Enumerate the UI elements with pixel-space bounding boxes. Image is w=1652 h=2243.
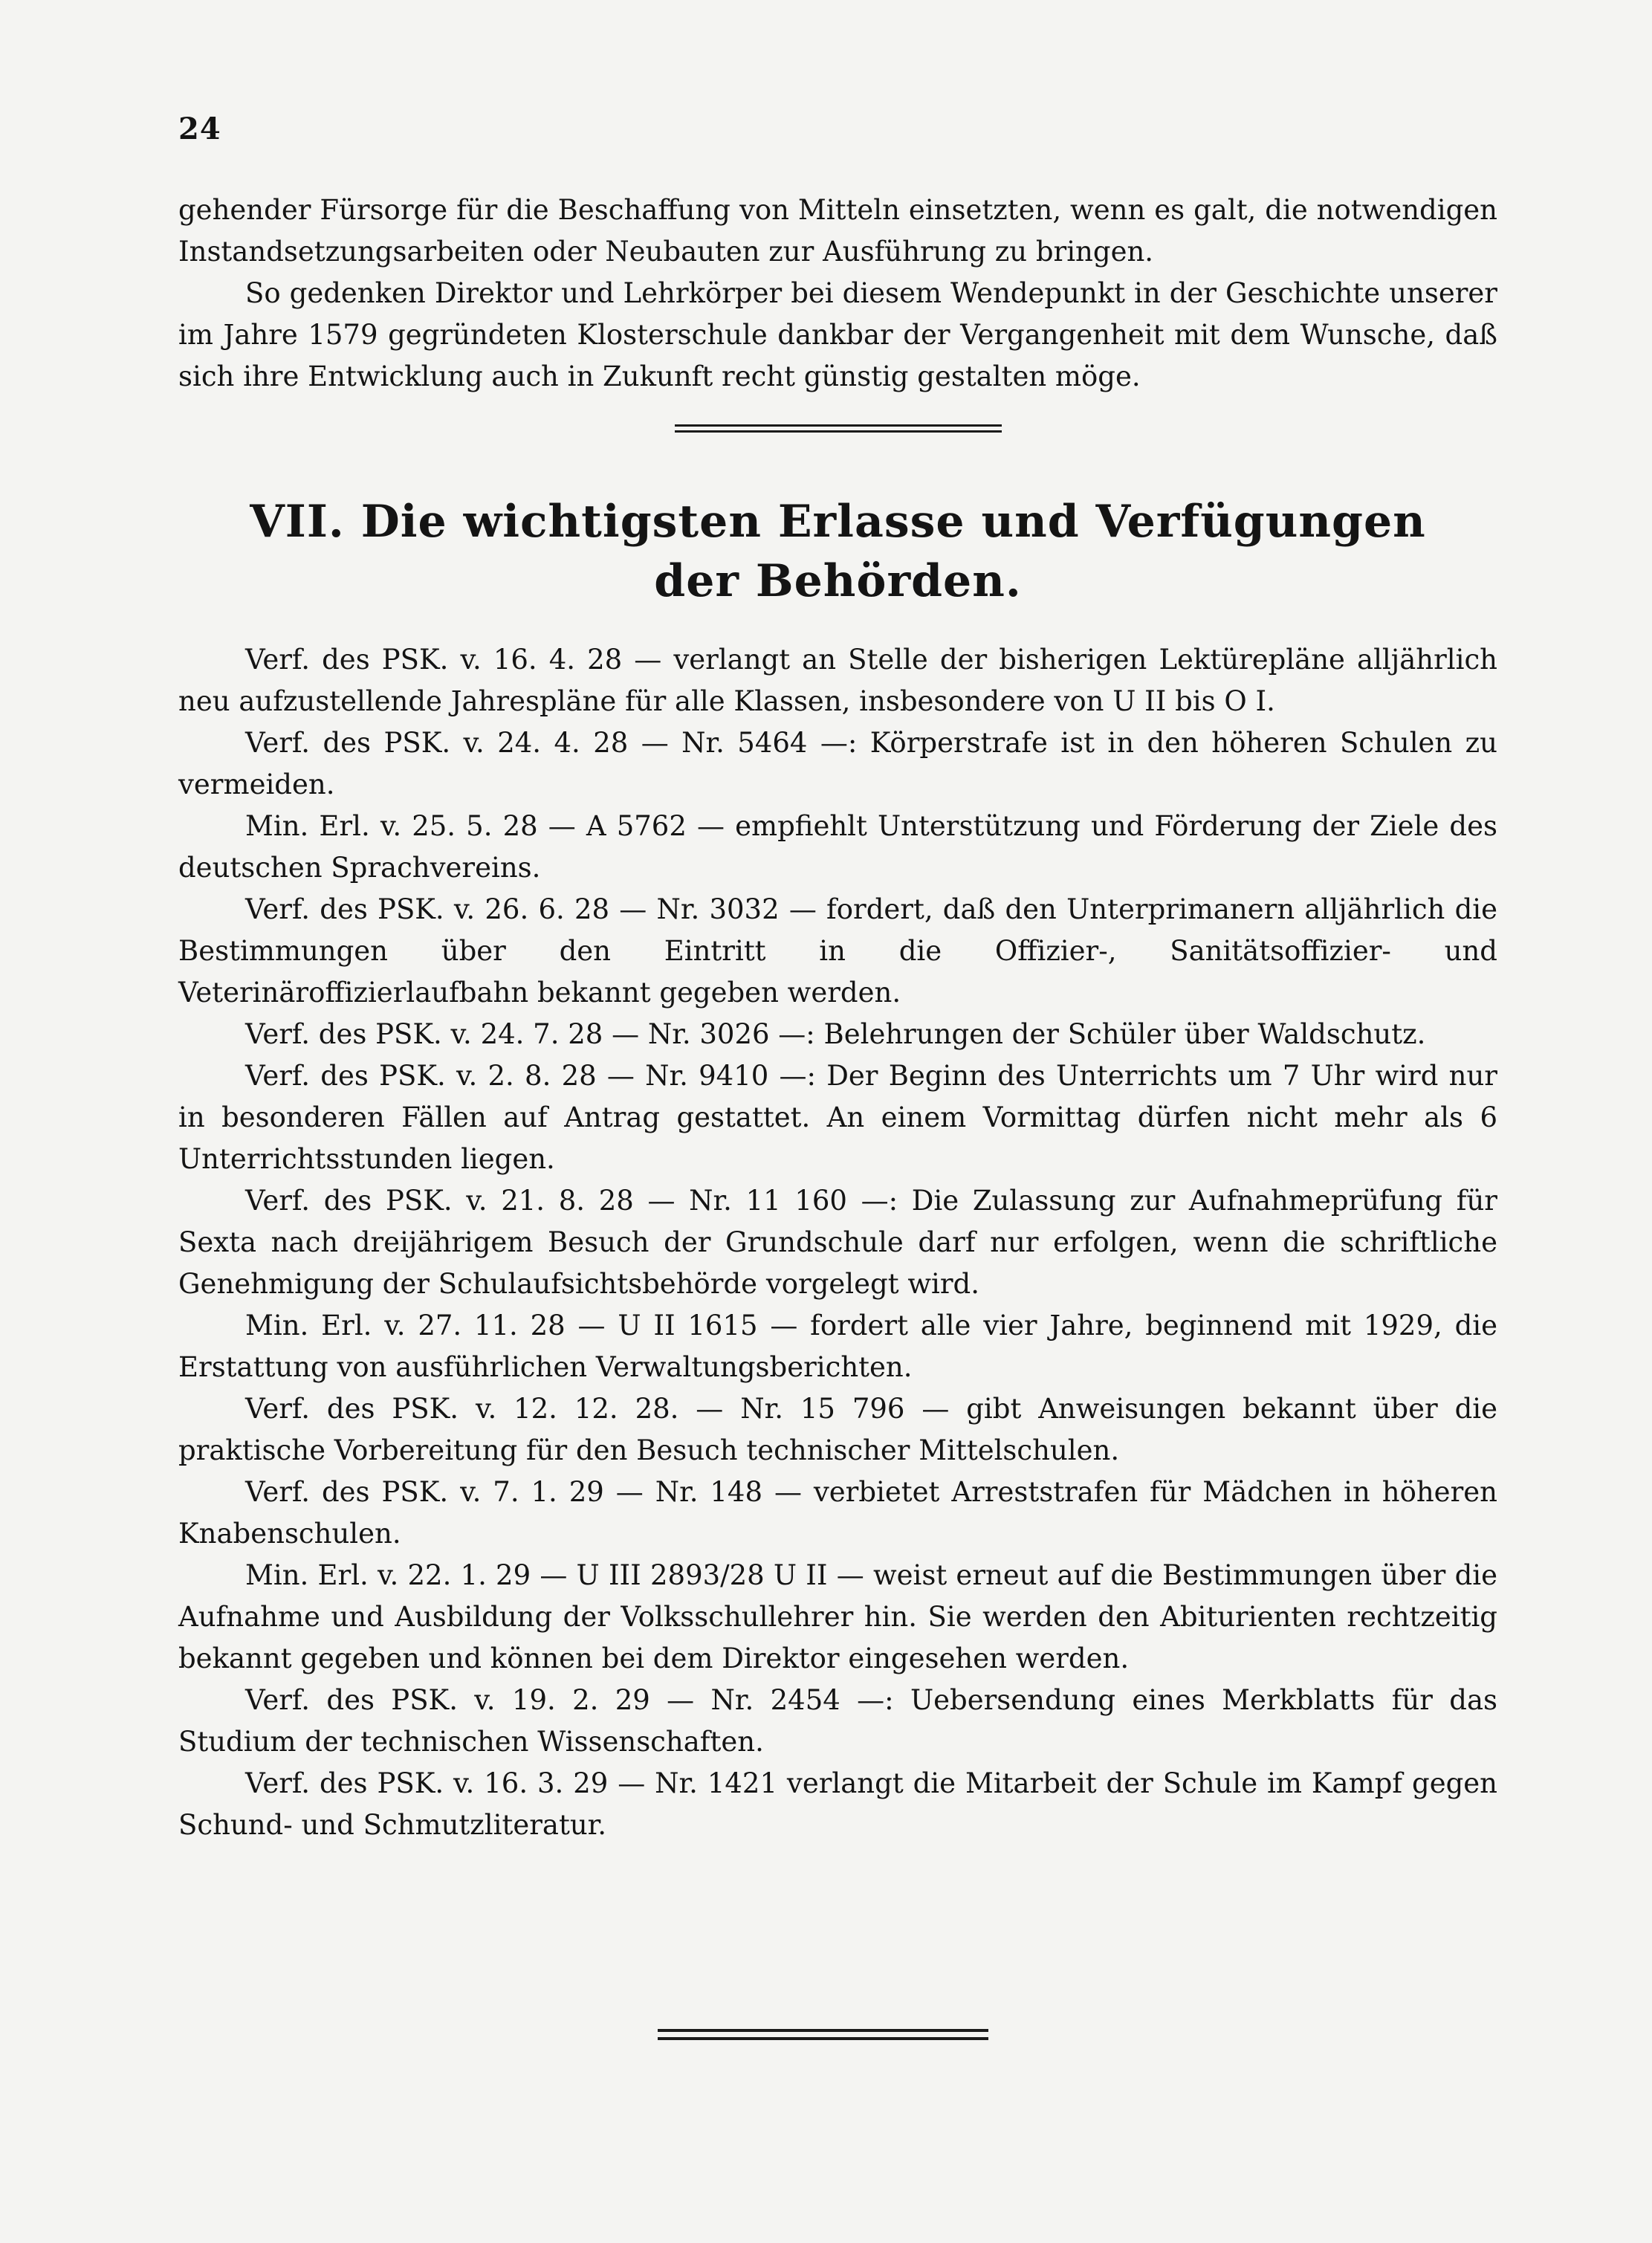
intro-paragraph: gehender Fürsorge für die Beschaffung von Mitteln einsetzten, wenn es galt, die notwendigen Instandsetzungsarbeiten oder Neubauten zur Ausführung zu bringen. [178,194,1497,268]
decree-entry: Verf. des PSK. v. 24. 4. 28 — Nr. 5464 —: Körperstrafe ist in den höheren Schulen zu vermeiden. [178,727,1497,800]
decree-entry: Verf. des PSK. v. 19. 2. 29 — Nr. 2454 —: Uebersendung eines Merkblatts für das Studium der technischen Wissenschaften. [178,1684,1497,1758]
section-heading-line: der Behörden. [654,555,1022,607]
decree-entry: Min. Erl. v. 22. 1. 29 — U III 2893/28 U II — weist erneut auf die Bestimmungen über die Aufnahme und Ausbildung der Volksschullehrer hin. Sie werden den Abiturienten rechtzeitig bekannt gegeben und können bei dem Direktor eingesehen werden. [178,1559,1497,1674]
decree-entry: Verf. des PSK. v. 21. 8. 28 — Nr. 11 160 —: Die Zulassung zur Aufnahmeprüfung für Sexta nach dreijährigem Besuch der Grundschule darf nur erfolgen, wenn die schriftliche Genehmigung der Schulaufsichtsbehörde vorgelegt wird. [178,1185,1497,1300]
section-heading [178,492,1497,611]
decree-entry: Verf. des PSK. v. 7. 1. 29 — Nr. 148 — verbietet Arreststrafen für Mädchen in höheren Knabenschulen. [178,1476,1497,1550]
section-heading-line: VII. Die wichtigsten Erlasse und Verfügungen [250,496,1426,548]
decree-entry: Min. Erl. v. 25. 5. 28 — A 5762 — empfiehlt Unterstützung und Förderung der Ziele des deutschen Sprachvereins. [178,810,1497,884]
end-divider [658,2029,988,2040]
decree-entry: Min. Erl. v. 27. 11. 28 — U II 1615 — fordert alle vier Jahre, beginnend mit 1929, die Erstattung von ausführlichen Verwaltungsberichten. [178,1310,1497,1383]
decree-entry: Verf. des PSK. v. 2. 8. 28 — Nr. 9410 —: Der Beginn des Unterrichts um 7 Uhr wird nur in besonderen Fällen auf Antrag gestattet. An einem Vormittag dürfen nicht mehr als 6 Unterrichtsstunden liegen. [178,1060,1497,1175]
page-number: 24 [178,111,221,146]
decree-entry: Verf. des PSK. v. 26. 6. 28 — Nr. 3032 — fordert, daß den Unterprimanern alljährlich die Bestimmungen über den Eintritt in die Offizier-, Sanitätsoffizier- und Veterinäroffizierlaufbahn bekannt gegeben werden. [178,893,1497,1009]
section-divider [675,424,1002,433]
intro-paragraph: So gedenken Direktor und Lehrkörper bei diesem Wendepunkt in der Geschichte unserer im Jahre 1579 gegründeten Klosterschule dankbar der Vergangenheit mit dem Wunsche, daß sich ihre Entwicklung auch in Zukunft recht günstig gestalten möge. [178,277,1497,392]
page-body [178,190,1497,1846]
decree-entry: Verf. des PSK. v. 16. 3. 29 — Nr. 1421 verlangt die Mitarbeit der Schule im Kampf gegen Schund- und Schmutzliteratur. [178,1767,1497,1841]
decree-entry: Verf. des PSK. v. 24. 7. 28 — Nr. 3026 —: Belehrungen der Schüler über Waldschutz. [245,1018,1426,1050]
decree-entry: Verf. des PSK. v. 12. 12. 28. — Nr. 15 796 — gibt Anweisungen bekannt über die praktische Vorbereitung für den Besuch technischer Mittelschulen. [178,1393,1497,1466]
decree-entry: Verf. des PSK. v. 16. 4. 28 — verlangt an Stelle der bisherigen Lektürepläne alljährlich neu aufzustellende Jahrespläne für alle Klassen, insbesondere von U II bis O I. [178,644,1497,717]
